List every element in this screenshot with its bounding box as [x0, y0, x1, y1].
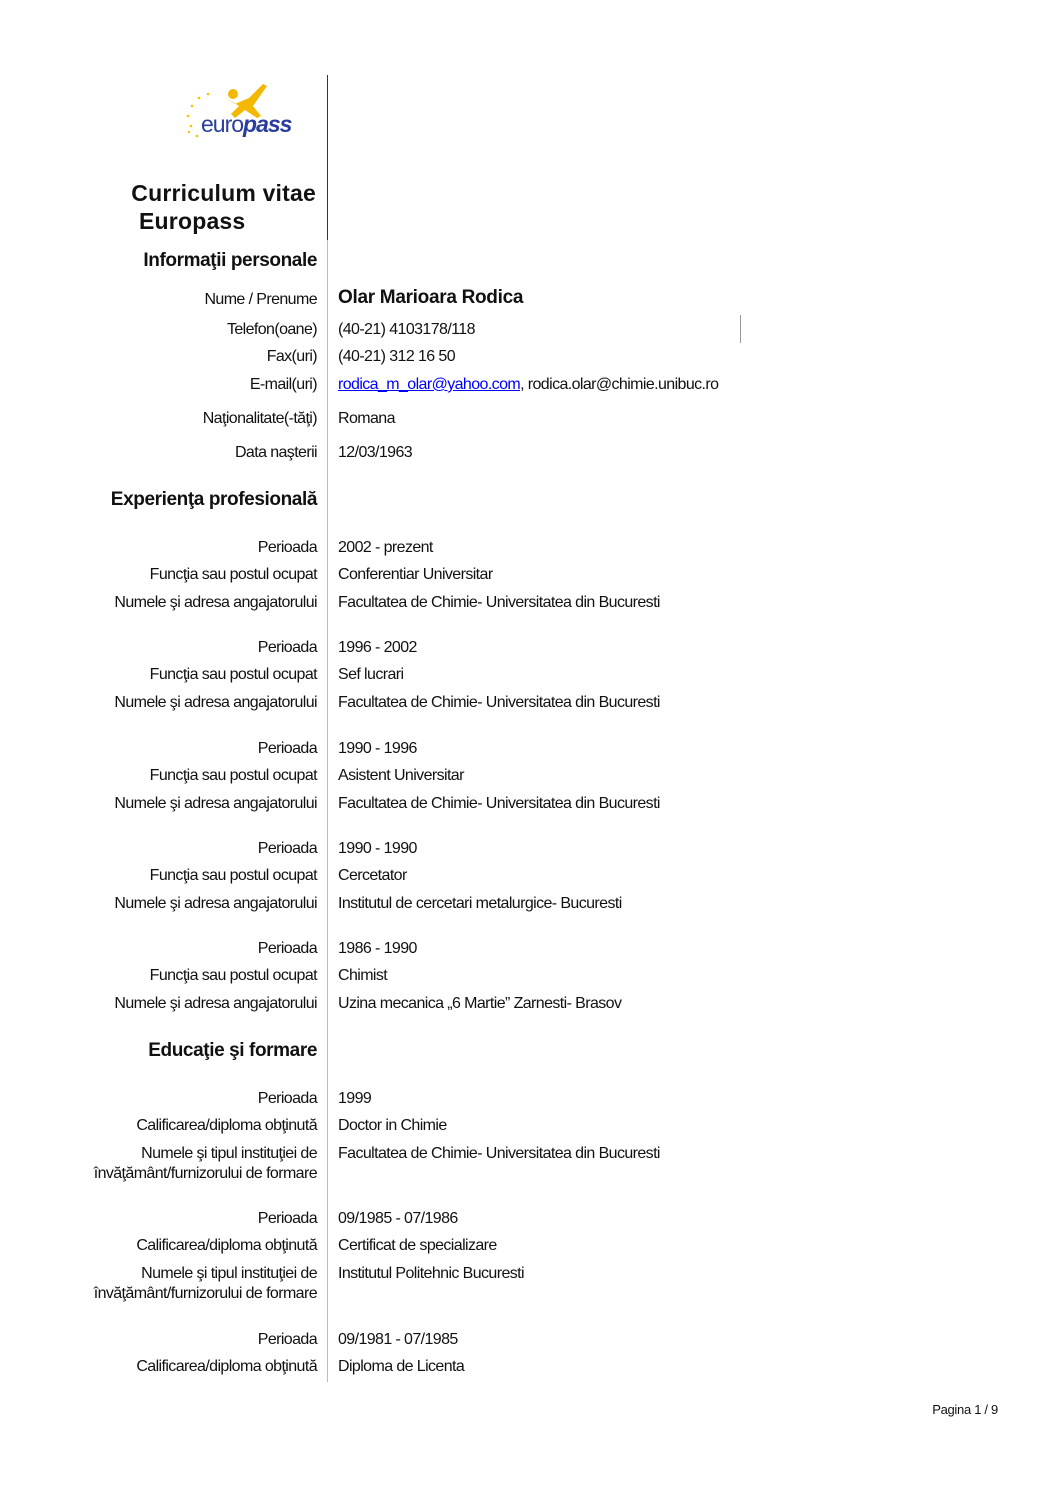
field-label: Funcţia sau postul ocupat	[149, 967, 317, 984]
field-label: Calificarea/diploma obţinută	[136, 1358, 317, 1375]
field-label: Calificarea/diploma obţinută	[136, 1237, 317, 1254]
field-value: Institutul de cercetari metalurgice- Bucuresti	[338, 895, 622, 912]
field-value: Diploma de Licenta	[338, 1358, 465, 1375]
field-value: Facultatea de Chimie- Universitatea din Bucuresti	[338, 694, 660, 711]
cv-title-line2: Europass	[139, 208, 246, 234]
section-heading-experience: Experienţa profesională	[110, 489, 317, 510]
field-label: Numele şi adresa angajatorului	[114, 795, 317, 812]
full-name: Olar Marioara Rodica	[338, 287, 524, 308]
field-label: Numele şi adresa angajatorului	[114, 995, 317, 1012]
field-label: Perioada	[257, 740, 317, 757]
field-label: Funcţia sau postul ocupat	[149, 566, 317, 583]
field-value: 1986 - 1990	[338, 940, 417, 957]
field-label: Naţionalitate(-tăţi)	[202, 410, 317, 427]
field-label: Perioada	[257, 1090, 317, 1107]
field-label: Fax(uri)	[266, 348, 317, 365]
field-value: 1996 - 2002	[338, 639, 417, 656]
field-value: Certificat de specializare	[338, 1237, 497, 1254]
field-label: Calificarea/diploma obţinută	[136, 1117, 317, 1134]
field-label: Perioada	[257, 1210, 317, 1227]
field-label: Nume / Prenume	[204, 291, 317, 308]
field-label: Numele şi tipul instituţiei de	[141, 1145, 317, 1162]
section-heading-personal: Informaţii personale	[143, 250, 317, 271]
field-label: Perioada	[257, 639, 317, 656]
cv-title-line1: Curriculum vitae	[131, 180, 316, 206]
field-label: Numele şi adresa angajatorului	[114, 694, 317, 711]
field-value: 09/1981 - 07/1985	[338, 1331, 458, 1348]
field-label: Funcţia sau postul ocupat	[149, 666, 317, 683]
field-value: Facultatea de Chimie- Universitatea din Bucuresti	[338, 594, 660, 611]
field-label: Numele şi adresa angajatorului	[114, 895, 317, 912]
field-label: Perioada	[257, 1331, 317, 1348]
field-label: învăţământ/furnizorului de formare	[93, 1285, 317, 1302]
field-label: Numele şi tipul instituţiei de	[141, 1265, 317, 1282]
field-value: Facultatea de Chimie- Universitatea din Bucuresti	[338, 795, 660, 812]
field-value: Asistent Universitar	[338, 767, 464, 784]
field-value: (40-21) 312 16 50	[338, 348, 456, 365]
field-value: Sef lucrari	[338, 666, 404, 683]
field-label: Perioada	[257, 940, 317, 957]
email-value	[338, 375, 718, 395]
field-value: 12/03/1963	[338, 444, 413, 461]
field-label: Data naşterii	[234, 444, 317, 461]
field-label: Funcţia sau postul ocupat	[149, 867, 317, 884]
field-value: Cercetator	[338, 867, 407, 884]
field-value: Institutul Politehnic Bucuresti	[338, 1265, 524, 1282]
svg-text:europass: europass	[201, 111, 292, 137]
field-value: 09/1985 - 07/1986	[338, 1210, 458, 1227]
email-secondary: , rodica.olar@chimie.unibuc.ro	[520, 376, 719, 393]
field-label: Funcţia sau postul ocupat	[149, 767, 317, 784]
field-value: 1990 - 1996	[338, 740, 417, 757]
section-heading-education: Educaţie şi formare	[148, 1040, 317, 1061]
field-label: Perioada	[257, 539, 317, 556]
field-value: Conferentiar Universitar	[338, 566, 493, 583]
divider	[327, 240, 328, 1382]
email-link[interactable]: rodica_m_olar@yahoo.com	[338, 376, 521, 393]
field-value: 1999	[338, 1090, 372, 1107]
europass-logo	[183, 78, 308, 146]
field-label: E-mail(uri)	[249, 376, 317, 393]
field-value: Romana	[338, 410, 395, 427]
field-value: Facultatea de Chimie- Universitatea din Bucuresti	[338, 1145, 660, 1162]
field-value: Chimist	[338, 967, 388, 984]
field-value: (40-21) 4103178/118	[338, 321, 475, 338]
page-number: Pagina 1 / 9	[932, 1402, 998, 1417]
divider	[740, 315, 741, 343]
field-label: Numele şi adresa angajatorului	[114, 594, 317, 611]
field-value: 1990 - 1990	[338, 840, 417, 857]
field-label: Perioada	[257, 840, 317, 857]
field-value: Uzina mecanica „6 Martie” Zarnesti- Brasov	[338, 995, 622, 1012]
field-value: 2002 - prezent	[338, 539, 433, 556]
divider	[327, 75, 328, 240]
field-value: Doctor in Chimie	[338, 1117, 447, 1134]
field-label: Telefon(oane)	[226, 321, 317, 338]
field-label: învăţământ/furnizorului de formare	[93, 1165, 317, 1182]
